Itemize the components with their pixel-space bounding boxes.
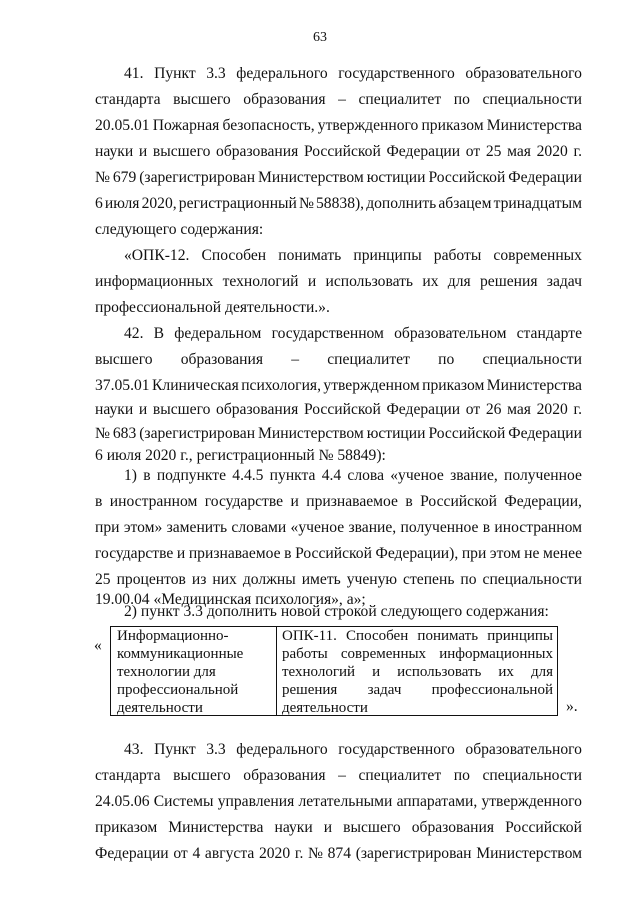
text-line	[95, 168, 582, 188]
text-word: 37.05.01	[95, 377, 150, 394]
text-word: высшего	[173, 91, 231, 108]
text-line	[95, 272, 582, 292]
text-line	[95, 142, 582, 162]
text-word: специалитет	[358, 91, 442, 108]
text-word: (зарегистрирован	[355, 845, 472, 862]
text-word: 1)	[124, 467, 137, 484]
text-word: утвержденном	[323, 377, 420, 394]
text-word: №	[95, 425, 110, 442]
text-line	[124, 466, 582, 486]
text-word: высшего	[152, 143, 211, 160]
text-word: при	[95, 519, 120, 536]
text-word: дополнить	[366, 195, 437, 212]
text-word: использовать	[325, 273, 414, 290]
text-word: полученное	[504, 467, 582, 484]
text-line: профессиональной деятельности.».	[95, 299, 330, 316]
text-word: августа	[204, 845, 255, 862]
text-line: 2) пункт 3.3 дополнить новой строкой следующего содержания:	[124, 603, 549, 620]
text-word: ОПК-11.	[282, 628, 337, 644]
text-word: 3.3	[206, 65, 226, 82]
text-word: «ученое	[390, 467, 444, 484]
text-word: от	[465, 401, 481, 418]
text-word: специалитет	[358, 767, 442, 784]
text-word: «ОПК-12.	[124, 247, 190, 264]
page-number: 63	[313, 30, 327, 45]
text-word: образования	[216, 401, 299, 418]
text-word: Министерства	[168, 819, 264, 836]
text-word: приказом	[422, 377, 485, 394]
text-word: по	[453, 91, 470, 108]
text-word: Российской	[420, 493, 497, 510]
text-word: от	[173, 845, 188, 862]
text-line	[95, 116, 582, 136]
text-word: образования	[243, 91, 326, 108]
text-word: по	[460, 571, 477, 588]
text-word: должны	[242, 571, 296, 588]
text-word: слова	[347, 467, 384, 484]
text-word: образовательного	[465, 741, 582, 758]
text-word: Российской	[303, 143, 381, 160]
text-word: в	[95, 493, 103, 510]
text-word: Министерства	[486, 377, 582, 394]
text-word: федерального	[236, 65, 328, 82]
text-word: стандарта	[95, 767, 161, 784]
text-line	[95, 350, 582, 370]
text-word: «ученое	[290, 519, 345, 536]
text-word: высшего	[152, 401, 211, 418]
text-word: высшего	[95, 351, 153, 368]
text-word: 26	[485, 401, 502, 418]
text-word: Российской	[428, 425, 506, 442]
text-word: этом»	[123, 519, 163, 536]
text-word: в	[284, 545, 292, 562]
text-word: №	[308, 845, 323, 862]
text-word: принципы	[487, 628, 553, 644]
text-line	[124, 246, 582, 266]
text-word: 43.	[124, 741, 144, 758]
text-word: технологий	[222, 273, 299, 290]
text-word: науки	[95, 143, 134, 160]
text-word: Способен	[201, 247, 267, 264]
text-word: для	[447, 273, 471, 290]
text-word: абзацем	[438, 195, 492, 212]
text-word: образования	[180, 351, 263, 368]
text-word: не	[524, 545, 540, 562]
text-word: от	[465, 143, 481, 160]
text-word: 20.05.01	[95, 117, 150, 134]
text-word: 2020	[536, 143, 568, 160]
text-line	[95, 194, 582, 214]
text-word: юстиции	[366, 425, 426, 442]
text-word: звание,	[348, 519, 397, 536]
text-word: современных	[340, 646, 427, 662]
text-word: 3.3	[206, 741, 226, 758]
text-word: (зарегистрирован	[139, 169, 256, 186]
table-cell-line	[282, 663, 553, 681]
text-word: Федерации	[508, 425, 582, 442]
text-word: из	[191, 571, 207, 588]
competency-table	[110, 626, 558, 716]
text-line	[124, 64, 582, 84]
text-word: 25	[485, 143, 502, 160]
text-word: и	[323, 819, 333, 836]
text-word: информационных	[439, 646, 553, 662]
text-word: –	[338, 767, 346, 784]
text-word: работы	[433, 247, 482, 264]
text-word: Федерации),	[375, 545, 459, 562]
text-line	[95, 766, 582, 786]
text-word: 25	[95, 571, 111, 588]
text-word: государственного	[338, 741, 455, 758]
text-word: 6	[95, 195, 103, 212]
text-word: степень	[403, 571, 455, 588]
text-word: управления	[217, 793, 295, 810]
text-word: иметь	[301, 571, 341, 588]
text-word: по	[438, 351, 455, 368]
text-word: 24.05.06	[95, 793, 150, 810]
text-word: полученное	[400, 519, 479, 536]
text-line: 6 июля 2020 г., регистрационный № 58849):	[95, 447, 386, 464]
table-cell-line	[282, 627, 553, 645]
text-word: №	[95, 169, 110, 186]
text-word: стандарта	[95, 91, 161, 108]
text-word: признаваемое	[188, 545, 281, 562]
text-word: Российской	[505, 819, 582, 836]
text-word: Министерства	[486, 117, 582, 134]
text-word: г.	[294, 845, 304, 862]
text-word: Федерации	[386, 401, 461, 418]
text-word: и	[138, 401, 148, 418]
text-word: высшего	[343, 819, 401, 836]
text-word: г.	[573, 401, 582, 418]
text-word: иностранном	[109, 493, 198, 510]
text-word: юстиции	[366, 169, 426, 186]
text-word: их	[422, 273, 439, 290]
text-word: признаваемое	[306, 493, 398, 510]
text-word: звание,	[450, 467, 498, 484]
text-word: образования	[411, 819, 494, 836]
text-line	[95, 492, 582, 512]
table-cell-line: деятельности	[117, 700, 203, 716]
text-word: иностранном	[494, 519, 582, 536]
text-word: Российской	[428, 169, 506, 186]
text-word: в	[482, 519, 491, 536]
text-line	[95, 844, 582, 864]
text-word: мая	[507, 401, 531, 418]
text-word: и	[176, 545, 186, 562]
text-word: 41.	[124, 65, 144, 82]
text-word: и	[138, 143, 148, 160]
text-word: менее	[543, 545, 582, 562]
text-word: задач	[367, 682, 402, 698]
table-open-quote: «	[94, 637, 102, 654]
text-word: решения	[479, 273, 538, 290]
text-word: (зарегистрирован	[139, 425, 256, 442]
text-word: июля	[104, 195, 140, 212]
text-word: 4.4.5	[232, 467, 264, 484]
text-word: использовать	[397, 664, 482, 680]
table-cell-line: коммуникационные	[117, 646, 244, 662]
text-word: государственном	[271, 325, 384, 342]
text-word: этом	[489, 545, 521, 562]
text-word: Пункт	[154, 741, 196, 758]
text-word: аппаратами,	[396, 793, 478, 810]
text-word: пункта	[269, 467, 316, 484]
text-word: образовательном	[394, 325, 507, 342]
text-line	[95, 570, 582, 590]
text-word: 683	[112, 425, 137, 442]
text-word: и	[307, 273, 317, 290]
text-word: них	[212, 571, 237, 588]
text-word: высшего	[173, 767, 231, 784]
text-word: и	[372, 664, 381, 680]
text-line	[95, 792, 582, 812]
text-word: государстве	[204, 493, 284, 510]
text-word: науки	[274, 819, 313, 836]
text-word: словами	[231, 519, 287, 536]
text-word: специальности	[482, 91, 582, 108]
text-word: принципы	[353, 247, 422, 264]
text-word: по	[453, 767, 470, 784]
table-cell-line: профессиональной	[117, 682, 239, 698]
text-word: образовательного	[465, 65, 582, 82]
table-cell-competency	[277, 627, 557, 715]
text-word: работы	[282, 646, 328, 662]
text-word: понимать	[417, 628, 479, 644]
text-word: при	[461, 545, 487, 562]
text-word: 679	[112, 169, 137, 186]
text-word: №	[299, 195, 314, 212]
text-word: 2020	[258, 845, 291, 862]
text-word: Федерации	[95, 845, 169, 862]
text-word: 42.	[124, 325, 144, 342]
text-word: психология,	[241, 377, 321, 394]
text-line	[95, 90, 582, 110]
text-word: Российской	[303, 401, 381, 418]
text-word: Клиническая	[152, 377, 239, 394]
text-word: утвержденного	[481, 793, 582, 810]
text-word: 2020,	[141, 195, 177, 212]
text-word: заменить	[166, 519, 228, 536]
text-word: информационных	[95, 273, 214, 290]
text-word: Министерством	[258, 169, 364, 186]
text-word: решения	[282, 682, 338, 698]
text-word: Министерством	[476, 845, 582, 862]
text-word: безопасность,	[222, 117, 315, 134]
text-word: мая	[507, 143, 531, 160]
table-close-quote: ».	[566, 698, 578, 715]
text-word: специальности	[482, 767, 582, 784]
text-line	[95, 376, 582, 396]
text-word: Федерации	[386, 143, 461, 160]
text-word: и	[290, 493, 299, 510]
text-word: 874	[327, 845, 352, 862]
text-word: государственного	[338, 65, 455, 82]
text-word: их	[498, 664, 514, 680]
text-word: летательными	[298, 793, 393, 810]
text-word: федеральном	[174, 325, 262, 342]
text-word: образования	[243, 767, 326, 784]
text-word: государстве	[95, 545, 174, 562]
text-word: Пункт	[154, 65, 196, 82]
text-word: тринадцатым	[493, 195, 582, 212]
text-word: специалитет	[327, 351, 410, 368]
text-word: 2020	[536, 401, 568, 418]
text-word: понимать	[278, 247, 342, 264]
table-cell-line	[282, 645, 553, 663]
text-word: в	[143, 467, 151, 484]
text-word: регистрационный	[178, 195, 297, 212]
text-word: задач	[546, 273, 582, 290]
text-word: в	[405, 493, 413, 510]
text-word: профессиональной	[431, 682, 553, 698]
text-word: –	[291, 351, 300, 368]
text-line: 19.00.04 «Медицинская психология», а»;	[95, 591, 366, 608]
text-line	[95, 424, 582, 444]
text-word: стандарте	[516, 325, 582, 342]
text-word: федерального	[236, 741, 328, 758]
text-word: г.	[573, 143, 582, 160]
text-word: технологий	[282, 664, 356, 680]
text-word: специальности	[482, 351, 582, 368]
text-word: подпункте	[156, 467, 227, 484]
table-cell-line: Информационно-	[117, 628, 229, 644]
text-word: Федерации,	[504, 493, 582, 510]
text-word: приказом	[421, 117, 484, 134]
text-word: утвержденного	[317, 117, 419, 134]
text-word: для	[530, 664, 553, 680]
text-word: Пожарная	[152, 117, 220, 134]
text-word: Системы	[153, 793, 214, 810]
text-word: ученую	[346, 571, 398, 588]
text-word: процентов	[116, 571, 186, 588]
text-word: Федерации	[508, 169, 582, 186]
text-line	[95, 518, 582, 538]
table-cell-line	[282, 681, 553, 699]
text-line	[95, 818, 582, 838]
text-word: современных	[493, 247, 582, 264]
text-word: 4	[192, 845, 201, 862]
text-line	[124, 324, 582, 344]
text-word: 58838),	[316, 195, 365, 212]
text-word: Способен	[346, 628, 409, 644]
text-word: специальности	[482, 571, 582, 588]
text-line: следующего содержания:	[95, 221, 264, 238]
table-cell-line: деятельности	[282, 700, 368, 716]
text-word: Министерством	[258, 425, 364, 442]
text-word: Российской	[295, 545, 372, 562]
text-line	[95, 544, 582, 564]
table-cell-line: технологии для	[117, 664, 216, 680]
text-line	[124, 740, 582, 760]
text-word: В	[153, 325, 165, 342]
text-word: 4.4	[321, 467, 342, 484]
text-word: приказом	[95, 819, 158, 836]
text-word: науки	[95, 401, 134, 418]
text-line	[95, 400, 582, 420]
text-word: образования	[216, 143, 299, 160]
table-cell-category	[111, 627, 277, 715]
text-word: –	[338, 91, 346, 108]
